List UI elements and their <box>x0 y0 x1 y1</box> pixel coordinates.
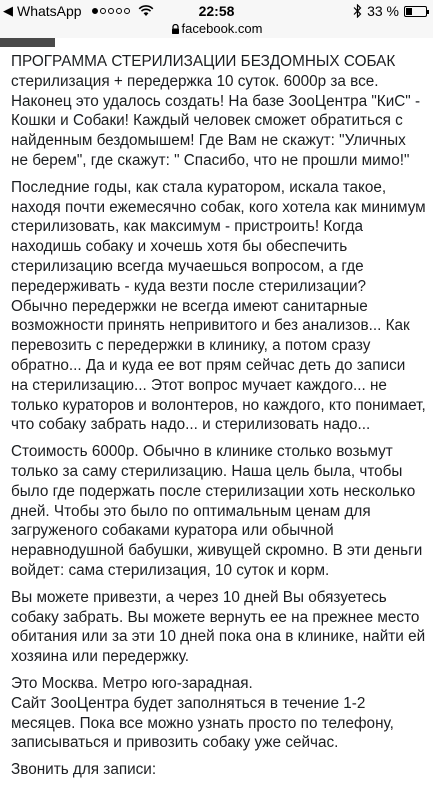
post-body <box>11 52 426 787</box>
address-bar[interactable] <box>0 22 433 38</box>
post-paragraph: Это Москва. Метро юго-зарадная. Сайт ЗооЦентра будет заполняться в течение 1-2 месяцев. Пока все можно узнать просто по телефону, записываться и привозить собаку уже сейчас. <box>11 674 394 752</box>
bluetooth-icon <box>353 4 362 18</box>
post-paragraph: ПРОГРАММА СТЕРИЛИЗАЦИИ БЕЗДОМНЫХ СОБАК стерилизация + передержка 10 суток. 6000р за все. Наконец это удалось создать! На базе ЗооЦентра "КиС" - Кошки и Собаки! Каждый человек сможет обратиться с найденным бездомышем! Где Вам не скажут: "Уличных не берем", где скажут: " Спасибо, что не прошли мимо!" <box>11 53 421 169</box>
status-bar <box>0 0 433 22</box>
lock-icon <box>171 24 180 34</box>
clock: 22:58 <box>198 3 235 19</box>
post-paragraph: Последние годы, как стала куратором, искала такое, находя почти ежемесячно собак, кого хотела как минимум стерилизовать, как максимум - пристроить! Когда находишь собаку и хочешь хотя бы обеспечить стерилизацию всегда мучаешься вопросом, а где передерживать - куда везти после стерилизации? Обычно передержки не всегда имеют санитарные возможности принять непривитого и без анализов... Как перевозить с передержки в клинику, а потом сразу обратно... Да и куда ее вот прям сейчас деть до записи на стерилизацию... Этот вопрос мучает каждого... не только кураторов и волонтеров, но каждого, кто понимает, что собаку забрать надо... и стерилизовать надо... <box>11 178 426 434</box>
url-text: facebook.com <box>181 21 263 36</box>
back-arrow-icon: ◀ <box>3 3 13 18</box>
battery-percent: 33 % <box>367 3 399 19</box>
post-paragraph: Звонить для записи: <box>11 761 157 779</box>
back-app-label: WhatsApp <box>17 3 82 19</box>
post-paragraph: Вы можете привезти, а через 10 дней Вы обязуетесь собаку забрать. Вы можете вернуть ее на прежнее место обитания или за эти 10 дней пока она в клинике, найти ей хозяина или передержку. <box>11 588 426 666</box>
battery-icon <box>404 6 427 17</box>
post-paragraph: Стоимость 6000р. Обычно в клинике столько возьмут только за саму стерилизацию. Наша цель была, чтобы было где подержать после стерилизации хоть несколько дней. Чтобы это было по оптимальным ценам для загруженого собаками куратора или обычной неравнодушной бабушки, живущей скромно. В эти деньги войдет: сама стерилизация, 10 суток и корм. <box>11 443 423 579</box>
avatar[interactable] <box>0 38 55 47</box>
